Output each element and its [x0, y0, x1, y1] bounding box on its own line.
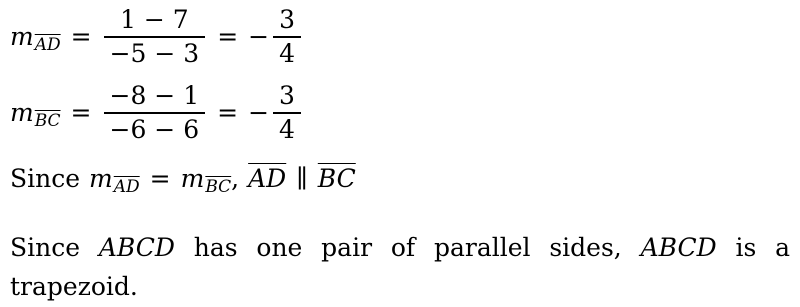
quadrilateral-name: ABCD [98, 233, 175, 262]
slope-subscript-bc: $\overline{BC}$ [205, 176, 232, 197]
result-fraction [273, 6, 301, 68]
slope-bc-equation [10, 82, 303, 144]
segment-ad: $\overline{AD}$ [248, 164, 287, 193]
slope-symbol: m [10, 22, 34, 52]
result-numerator: 3 [279, 5, 296, 34]
slope-symbol: m [180, 164, 205, 193]
slope-symbol: m [10, 98, 34, 128]
equals-sign: = [217, 98, 239, 128]
slope-fraction [104, 6, 206, 68]
slope-symbol: m [89, 164, 113, 193]
slope-ad-equation [10, 6, 303, 68]
negative-sign: − [248, 98, 270, 128]
segment-bc: $\overline{BC}$ [317, 164, 356, 193]
parallel-statement [10, 164, 356, 197]
equals-sign: = [70, 98, 92, 128]
since-word: Since [10, 164, 81, 193]
quadrilateral-name: ABCD [640, 233, 717, 262]
comma: , [231, 164, 240, 193]
negative-sign: − [248, 22, 270, 52]
result-numerator: 3 [279, 81, 295, 110]
fraction-numerator: −8 − 1 [109, 81, 200, 110]
result-fraction [273, 82, 301, 144]
slope-subscript-ad: $\overline{AD}$ [34, 34, 61, 55]
fraction-numerator: 1 − 7 [120, 5, 189, 34]
equals-sign: = [149, 164, 171, 193]
slope-subscript-bc: $\overline{BC}$ [34, 110, 61, 131]
conclusion-end-text: is a trapezoid. [10, 233, 791, 301]
slope-subscript-ad: $\overline{AD}$ [113, 176, 140, 197]
result-denominator: 4 [279, 38, 296, 68]
fraction-denominator: −6 − 6 [109, 114, 200, 144]
equals-sign: = [70, 22, 92, 52]
result-denominator: 4 [279, 114, 295, 144]
conclusion-paragraph [10, 228, 790, 306]
parallel-symbol: ∥ [296, 164, 308, 193]
conclusion-text: has one pair of parallel sides, [193, 233, 622, 262]
equals-sign: = [217, 22, 239, 52]
slope-fraction [104, 82, 206, 144]
since-word: Since [10, 233, 81, 262]
fraction-denominator: −5 − 3 [109, 38, 200, 68]
